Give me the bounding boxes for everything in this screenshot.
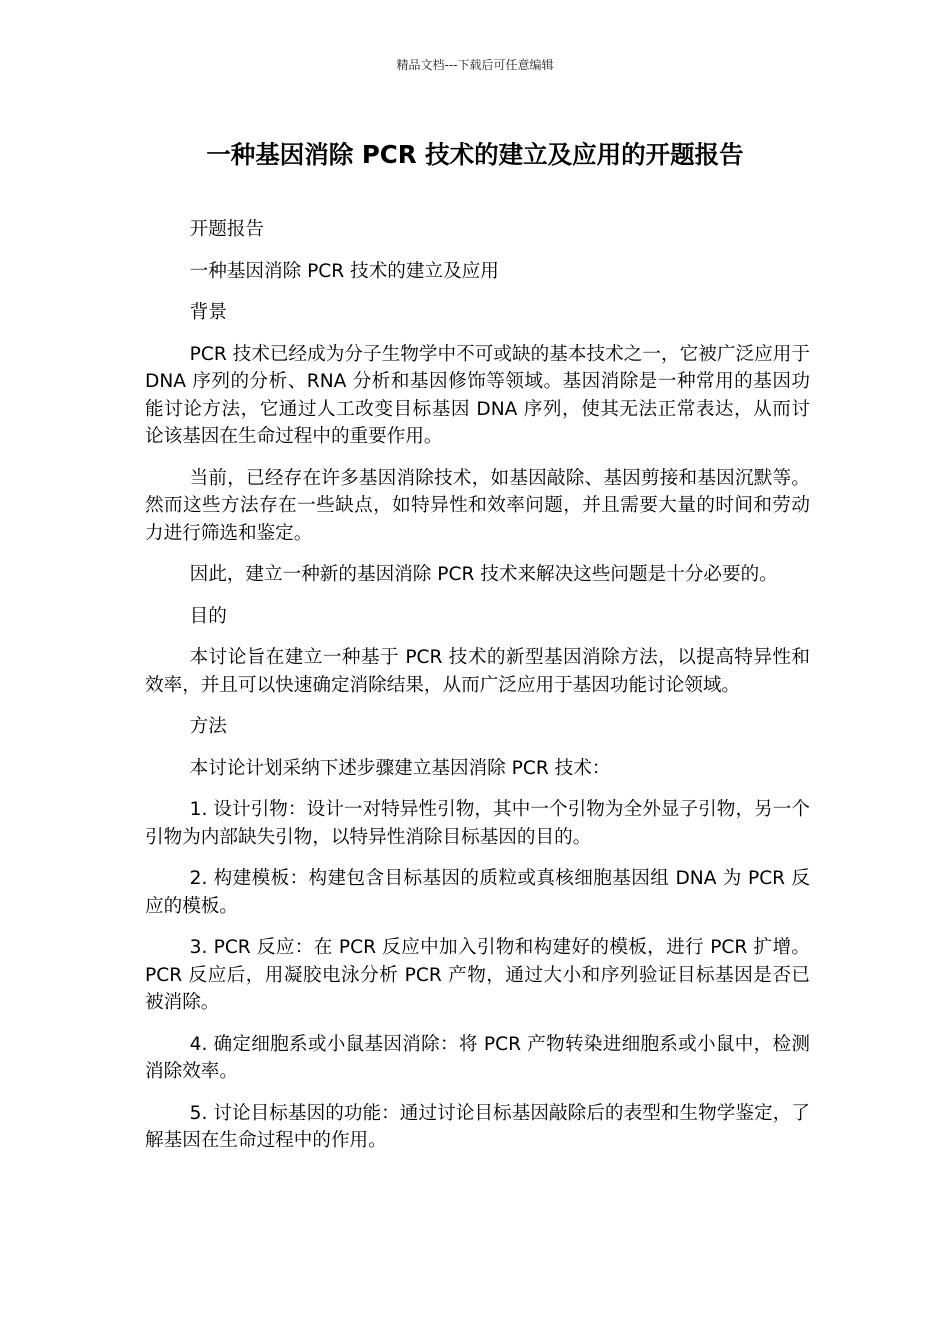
paragraph-purpose: 本讨论旨在建立一种基于 PCR 技术的新型基因消除方法，以提高特异性和效率，并且可以快速确定消除结果，从而广泛应用于基因功能讨论领域。 bbox=[145, 647, 810, 696]
paragraph-background-1: PCR 技术已经成为分子生物学中不可或缺的基本技术之一，它被广泛应用于 DNA 序列的分析、RNA 分析和基因修饰等领域。基因消除是一种常用的基因功能讨论方法，它通过人工改变目标基因 DNA 序列，使其无法正常表达，从而讨论该基因在生命过程中的重要作用。 bbox=[145, 343, 810, 447]
heading-purpose: 目的 bbox=[189, 605, 227, 627]
method-step-1: 1. 设计引物：设计一对特异性引物，其中一个引物为全外显子引物，另一个引物为内部缺失引物，以特异性消除目标基因的目的。 bbox=[145, 799, 810, 848]
heading-background: 背景 bbox=[189, 302, 227, 323]
paragraph-background-2: 当前，已经存在许多基因消除技术，如基因敲除、基因剪接和基因沉默等。然而这些方法存在一些缺点，如特异性和效率问题，并且需要大量的时间和劳动力进行筛选和鉴定。 bbox=[145, 467, 810, 544]
method-step-5: 5. 讨论目标基因的功能：通过讨论目标基因敲除后的表型和生物学鉴定，了解基因在生命过程中的作用。 bbox=[145, 1102, 810, 1151]
method-intro: 本讨论计划采纳下述步骤建立基因消除 PCR 技术： bbox=[189, 757, 611, 779]
heading-method: 方法 bbox=[189, 716, 227, 737]
method-step-4: 4. 确定细胞系或小鼠基因消除：将 PCR 产物转染进细胞系或小鼠中，检测消除效率。 bbox=[145, 1033, 810, 1082]
method-step-2: 2. 构建模板：构建包含目标基因的质粒或真核细胞基因组 DNA 为 PCR 反应的模板。 bbox=[145, 868, 810, 917]
document-body bbox=[145, 216, 810, 1169]
paragraph-background-3: 因此，建立一种新的基因消除 PCR 技术来解决这些问题是十分必要的。 bbox=[189, 564, 778, 585]
heading-proposal: 开题报告 bbox=[189, 219, 265, 240]
document-title: 一种基因消除 PCR 技术的建立及应用的开题报告 bbox=[206, 140, 744, 169]
method-step-3: 3. PCR 反应：在 PCR 反应中加入引物和构建好的模板，进行 PCR 扩增。PCR 反应后，用凝胶电泳分析 PCR 产物，通过大小和序列验证目标基因是否已被消除。 bbox=[145, 937, 810, 1013]
heading-subject: 一种基因消除 PCR 技术的建立及应用 bbox=[189, 260, 499, 282]
header-note: 精品文档---下载后可任意编辑 bbox=[396, 58, 554, 72]
